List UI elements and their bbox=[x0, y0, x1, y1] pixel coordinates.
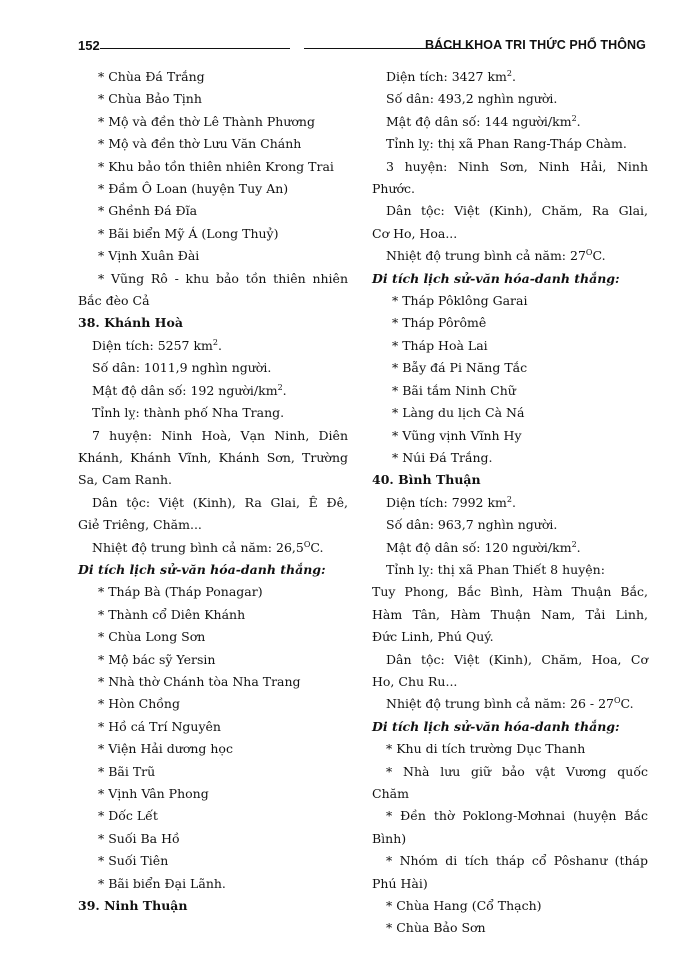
list-item: * Chùa Hang (Cổ Thạch) bbox=[386, 898, 542, 914]
density-line: Mật độ dân số: 192 người/$km^2$. bbox=[92, 382, 287, 398]
list-item: * Tháp Hoà Lai bbox=[392, 337, 488, 353]
list-item: * Khu di tích trường Dục Thanh bbox=[386, 741, 586, 757]
ethnic-line: Dân tộc: Việt (Kinh), Chăm, Ra Glai, bbox=[386, 203, 648, 219]
list-item: * Mộ bác sỹ Yersin bbox=[98, 651, 216, 667]
temperature-line: Nhiệt độ trung bình cả năm: $26,5^OC$. bbox=[92, 539, 324, 555]
list-item: * Suối Tiên bbox=[98, 853, 169, 869]
list-item: * Chùa Long Sơn bbox=[98, 629, 206, 645]
list-item: * Ghềnh Đá Đĩa bbox=[98, 203, 198, 219]
districts-line: 7 huyện: Ninh Hoà, Vạn Ninh, Diên bbox=[92, 427, 348, 443]
list-item: * Dốc Lết bbox=[98, 808, 158, 824]
list-item: * Thành cổ Diên Khánh bbox=[98, 606, 246, 622]
list-item-continued: Chăm bbox=[372, 786, 409, 801]
list-item-continued: Bắc đèo Cả bbox=[78, 293, 150, 309]
list-item: * Bãi Trũ bbox=[98, 763, 156, 779]
density-line: Mật độ dân số: 144 người/$km^2$. bbox=[386, 113, 581, 129]
population-line: Số dân: 493,2 nghìn người. bbox=[386, 91, 558, 107]
list-item: * Bãi biển Đại Lãnh. bbox=[98, 875, 226, 891]
population-line: Số dân: 963,7 nghìn người. bbox=[386, 517, 558, 533]
districts-line: Hàm Tân, Hàm Thuận Nam, Tải Linh, bbox=[372, 606, 648, 622]
districts-line: Phước. bbox=[372, 181, 416, 197]
list-item: * Tháp Pôklông Garai bbox=[392, 293, 528, 309]
list-item: * Vũng vịnh Vĩnh Hy bbox=[392, 427, 522, 443]
ethnic-line: Ho, Chu Ru... bbox=[372, 673, 458, 689]
list-item: * Hòn Chồng bbox=[98, 696, 180, 712]
ethnic-line: Dân tộc: Việt (Kinh), Chăm, Hoa, Cơ bbox=[386, 651, 648, 667]
list-item-continued: Phú Hài) bbox=[372, 875, 428, 891]
capital-line: Tỉnh lỵ: thị xã Phan Thiết 8 huyện: bbox=[386, 561, 605, 577]
header-rule bbox=[100, 48, 290, 49]
list-item: * Nhóm di tích tháp cổ Pôshanư (tháp bbox=[386, 853, 648, 869]
list-item: * Tháp Pôrômê bbox=[392, 315, 487, 331]
temperature-line: Nhiệt độ trung bình cả năm: $27^OC$. bbox=[386, 248, 606, 264]
list-item: * Tháp Bà (Tháp Ponagar) bbox=[98, 584, 263, 600]
districts-line: Khánh, Khánh Vĩnh, Khánh Sơn, Trường bbox=[78, 449, 348, 465]
districts-line: 3 huyện: Ninh Sơn, Ninh Hải, Ninh bbox=[386, 158, 648, 174]
list-item: * Hồ cá Trí Nguyên bbox=[98, 718, 221, 734]
capital-line: Tỉnh lỵ: thị xã Phan Rang-Tháp Chàm. bbox=[386, 136, 627, 152]
page-header bbox=[78, 38, 646, 56]
sites-heading: Di tích lịch sử-văn hóa-danh thắng: bbox=[372, 718, 620, 734]
list-item: * Bẫy đá Pi Năng Tắc bbox=[392, 360, 528, 376]
sites-heading: Di tích lịch sử-văn hóa-danh thắng: bbox=[78, 561, 326, 577]
districts-line: Sa, Cam Ranh. bbox=[78, 472, 173, 488]
districts-line: Tuy Phong, Bắc Bình, Hàm Thuận Bắc, bbox=[372, 584, 648, 600]
right-column bbox=[372, 66, 648, 940]
left-column bbox=[78, 66, 348, 917]
section-heading-binh-thuan: 40. Bình Thuận bbox=[372, 472, 481, 488]
list-item: * Bãi tắm Ninh Chữ bbox=[392, 382, 516, 398]
list-item: * Viện Hải dương học bbox=[98, 741, 233, 757]
capital-line: Tỉnh lỵ: thành phố Nha Trang. bbox=[92, 405, 285, 421]
list-item: * Núi Đá Trắng. bbox=[392, 449, 493, 465]
ethnic-line: Dân tộc: Việt (Kinh), Ra Glai, Ê Đê, bbox=[92, 494, 348, 510]
section-heading-khanh-hoa: 38. Khánh Hoà bbox=[78, 315, 183, 331]
list-item: * Chùa Đá Trắng bbox=[98, 69, 205, 84]
sites-heading: Di tích lịch sử-văn hóa-danh thắng: bbox=[372, 270, 620, 286]
list-item: * Vịnh Vân Phong bbox=[98, 786, 209, 801]
list-item: * Làng du lịch Cà Ná bbox=[392, 405, 525, 421]
ethnic-line: Giẻ Triêng, Chăm... bbox=[78, 517, 202, 533]
density-line: Mật độ dân số: 120 người/$km^2$. bbox=[386, 539, 581, 555]
list-item: * Vịnh Xuân Đài bbox=[98, 248, 200, 264]
list-item: * Mộ và đền thờ Lê Thành Phương bbox=[98, 113, 315, 129]
list-item: * Đền thờ Poklong-Mơhnai (huyện Bắc bbox=[386, 808, 648, 824]
ethnic-line: Cơ Ho, Hoa... bbox=[372, 225, 458, 241]
list-item: * Nhà thờ Chánh tòa Nha Trang bbox=[98, 673, 301, 689]
area-line: Diện tích: 3427 $km^2$. bbox=[386, 68, 516, 84]
list-item: * Nhà lưu giữ bảo vật Vương quốc bbox=[386, 763, 648, 779]
list-item: * Bãi biển Mỹ Á (Long Thuỷ) bbox=[98, 225, 279, 241]
list-item: * Suối Ba Hồ bbox=[98, 830, 180, 846]
list-item: * Vũng Rô - khu bảo tồn thiên nhiên bbox=[98, 270, 348, 286]
list-item: * Đầm Ô Loan (huyện Tuy An) bbox=[98, 181, 289, 197]
page-number: 152 bbox=[78, 38, 100, 53]
districts-line: Đức Linh, Phú Quý. bbox=[372, 629, 494, 645]
list-item: * Khu bảo tồn thiên nhiên Krong Trai bbox=[98, 158, 334, 174]
list-item: * Mộ và đền thờ Lưu Văn Chánh bbox=[98, 136, 302, 152]
list-item: * Chùa Bảo Sơn bbox=[386, 920, 486, 936]
area-line: Diện tích: 7992 $km^2$. bbox=[386, 494, 516, 510]
temperature-line: Nhiệt độ trung bình cả năm: $26 - 27^OC$. bbox=[386, 696, 634, 712]
list-item: * Chùa Bảo Tịnh bbox=[98, 91, 202, 107]
running-title: BÁCH KHOA TRI THỨC PHỔ THÔNG bbox=[424, 38, 646, 52]
list-item-continued: Bình) bbox=[372, 830, 407, 846]
area-line: Diện tích: 5257 $km^2$. bbox=[92, 337, 222, 353]
section-heading-ninh-thuan: 39. Ninh Thuận bbox=[78, 898, 188, 914]
population-line: Số dân: 1011,9 nghìn người. bbox=[92, 360, 272, 376]
